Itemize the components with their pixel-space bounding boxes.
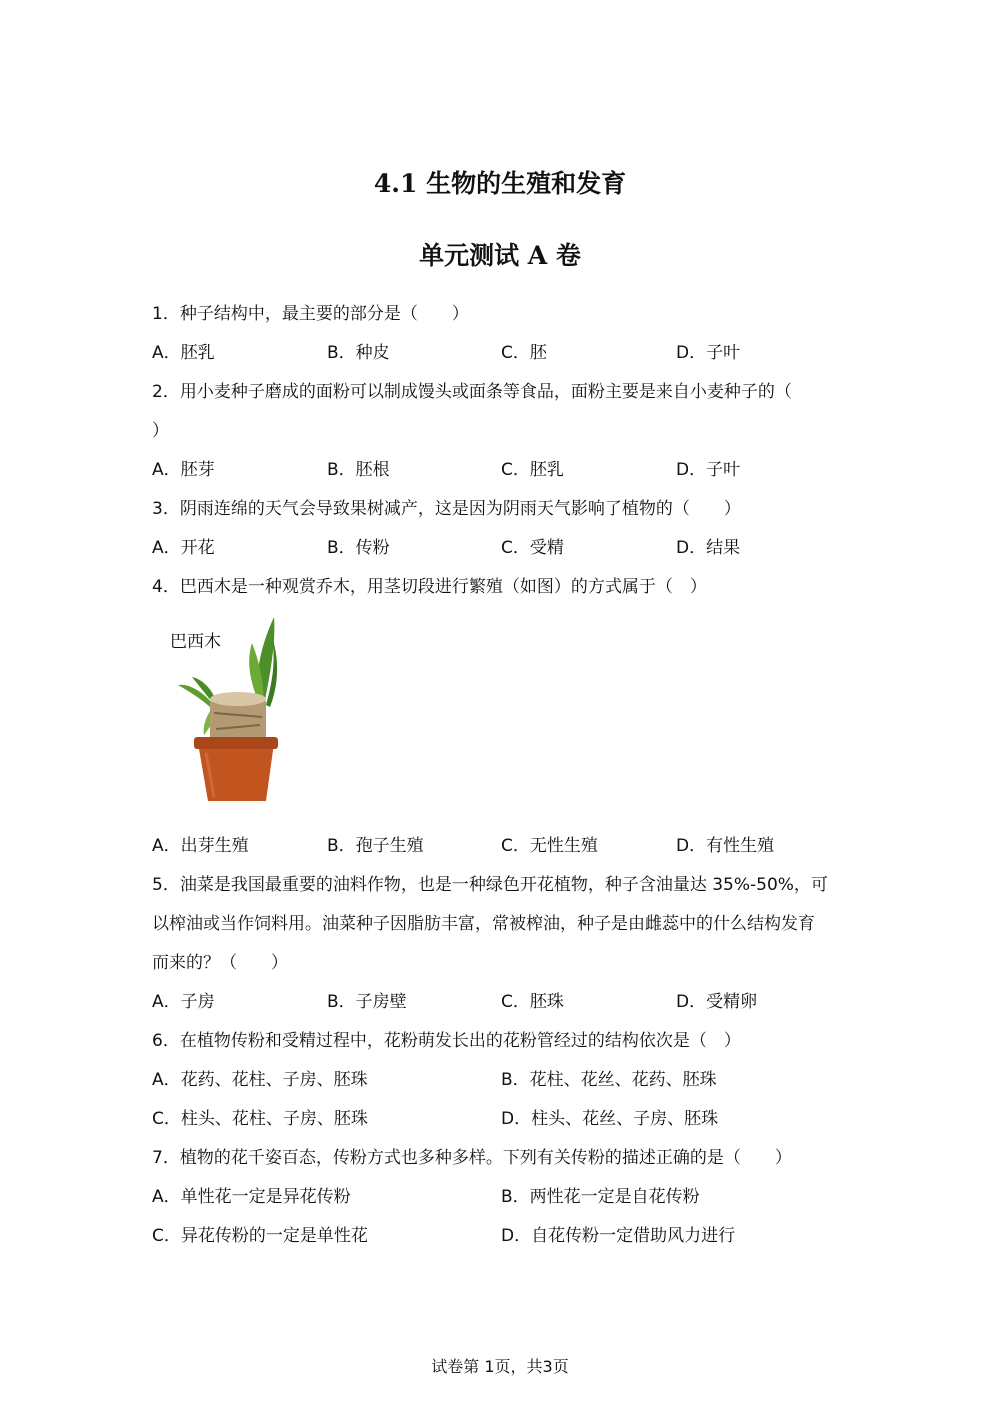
q5-option-c[interactable]: C．胚珠 [501, 992, 564, 1012]
question-1-text: 1．种子结构中，最主要的部分是（ ） [152, 304, 469, 324]
q6-option-a[interactable]: A．花药、花柱、子房、胚珠 [152, 1070, 368, 1090]
q5-option-b[interactable]: B．子房壁 [327, 992, 407, 1012]
q1-option-b[interactable]: B．种皮 [327, 343, 390, 363]
q4-option-d[interactable]: D．有性生殖 [676, 836, 775, 856]
q5-option-d[interactable]: D．受精卵 [676, 992, 758, 1012]
figure-label: 巴西木 [170, 632, 221, 652]
document-title: 4.1 生物的生殖和发育 [373, 169, 627, 198]
q7-option-a[interactable]: A．单性花一定是异花传粉 [152, 1187, 351, 1207]
q1-option-a[interactable]: A．胚乳 [152, 343, 215, 363]
q4-option-b[interactable]: B．孢子生殖 [327, 836, 424, 856]
question-5-line-3: 而来的？（ ） [152, 953, 288, 973]
question-6-text: 6．在植物传粉和受精过程中，花粉萌发长出的花粉管经过的结构依次是（ ） [152, 1031, 741, 1051]
q2-option-a[interactable]: A．胚芽 [152, 460, 215, 480]
q7-option-d[interactable]: D．自花传粉一定借助风力进行 [501, 1226, 736, 1246]
question-2-text-cont: ） [152, 421, 169, 441]
q7-option-b[interactable]: B．两性花一定是自花传粉 [501, 1187, 700, 1207]
question-4-text: 4．巴西木是一种观赏乔木，用茎切段进行繁殖（如图）的方式属于（ ） [152, 577, 707, 597]
q3-option-a[interactable]: A．开花 [152, 538, 215, 558]
q1-option-d[interactable]: D．子叶 [676, 343, 741, 363]
document-subtitle: 单元测试 A 卷 [419, 241, 581, 270]
q3-option-d[interactable]: D．结果 [676, 538, 741, 558]
q5-option-a[interactable]: A．子房 [152, 992, 215, 1012]
q6-option-c[interactable]: C．柱头、花柱、子房、胚珠 [152, 1109, 368, 1129]
question-2-text: 2．用小麦种子磨成的面粉可以制成馒头或面条等食品，面粉主要是来自小麦种子的（ [152, 382, 792, 402]
q1-option-c[interactable]: C．胚 [501, 343, 547, 363]
q2-option-b[interactable]: B．胚根 [327, 460, 390, 480]
q4-option-a[interactable]: A．出芽生殖 [152, 836, 249, 856]
question-5-line-2: 以榨油或当作饲料用。油菜种子因脂肪丰富，常被榨油，种子是由雌蕊中的什么结构发育 [152, 914, 815, 934]
q2-option-c[interactable]: C．胚乳 [501, 460, 564, 480]
question-7-text: 7．植物的花千姿百态，传粉方式也多种多样。下列有关传粉的描述正确的是（ ） [152, 1148, 792, 1168]
q3-option-c[interactable]: C．受精 [501, 538, 564, 558]
q2-option-d[interactable]: D．子叶 [676, 460, 741, 480]
q6-option-d[interactable]: D．柱头、花丝、子房、胚珠 [501, 1109, 719, 1129]
q4-option-c[interactable]: C．无性生殖 [501, 836, 598, 856]
q3-option-b[interactable]: B．传粉 [327, 538, 390, 558]
q6-option-b[interactable]: B．花柱、花丝、花药、胚珠 [501, 1070, 717, 1090]
q7-option-c[interactable]: C．异花传粉的一定是单性花 [152, 1226, 368, 1246]
question-5-line-1: 5．油菜是我国最重要的油料作物，也是一种绿色开花植物，种子含油量达 35%-50%，可 [152, 875, 828, 895]
question-3-text: 3．阴雨连绵的天气会导致果树减产，这是因为阴雨天气影响了植物的（ ） [152, 499, 741, 519]
page-footer: 试卷第 1页，共3页 [431, 1357, 569, 1376]
brazil-wood-figure [162, 613, 292, 808]
